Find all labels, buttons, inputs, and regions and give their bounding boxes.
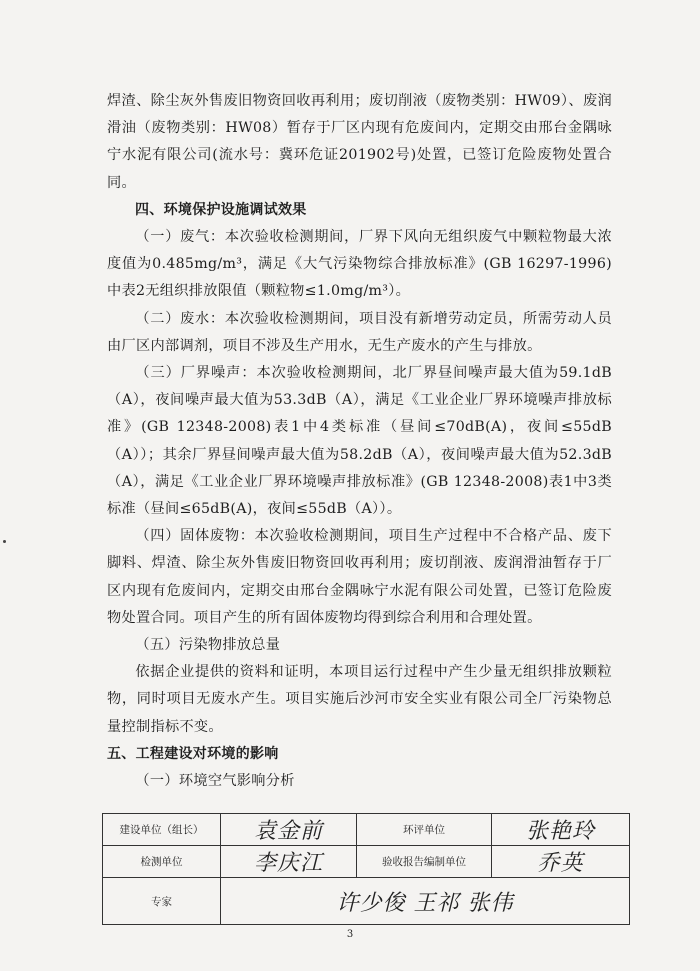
handwritten-signature: 袁金前 (253, 819, 323, 844)
paragraph-exhaust-gas: （一）废气：本次验收检测期间，厂界下风向无组织废气中颗粒物最大浓度值为0.485mg/m³，满足《大气污染物综合排放标准》(GB 16297-1996) 中表2无组织排放限值（颗粒物≤1.0mg/m³）。 (107, 229, 612, 300)
body-text (107, 88, 612, 795)
subheading-emission-total: （五）污染物排放总量 (135, 637, 281, 654)
handwritten-signature: 许少俊 王祁 张伟 (336, 890, 514, 916)
testing-unit-label: 检测单位 (103, 846, 221, 878)
paragraph-solid-waste: （四）固体废物：本次验收检测期间，项目生产过程中不合格产品、废下脚料、焊渣、除尘灰外售废旧物资回收再利用；废切削液、废润滑油暂存于厂区内现有危废间内，定期交由邢台金隅咏宁水泥有限公司处置，已签订危险废物处置合同。项目产生的所有固体废物均得到综合利用和合理处置。 (107, 528, 612, 626)
page-number: 3 (346, 929, 354, 940)
paragraph-noise: （三）厂界噪声：本次验收检测期间，北厂界昼间噪声最大值为59.1dB（A），夜间噪声最大值为53.3dB（A），满足《工业企业厂界环境噪声排放标准》(GB 12348-2008)表1中4类标准（昼间≤70dB(A)，夜间≤55dB（A））；其余厂界昼间噪声最大值为58.2dB（A），夜间噪声最大值为52.3dB（A），满足《工业企业厂界环境噪声排放标准》(GB 12348-2008)表1中3类标准（昼间≤65dB(A)，夜间≤55dB（A））。 (107, 365, 612, 518)
testing-unit-signature (221, 846, 357, 878)
signature-row-1 (103, 814, 630, 846)
handwritten-signature: 张艳玲 (525, 819, 595, 844)
signature-row-3 (103, 878, 630, 925)
report-unit-label: 验收报告编制单位 (357, 846, 492, 878)
construction-unit-label: 建设单位（组长） (103, 814, 221, 846)
section-heading-5: 五、工程建设对环境的影响 (107, 745, 279, 762)
paragraph-solid-waste-continued: 焊渣、除尘灰外售废旧物资回收再利用；废切削液（废物类别：HW09）、废润滑油（废物类别：HW08）暂存于厂区内现有危废间内，定期交由邢台金隅咏宁水泥有限公司(流水号：冀环危证201902号)处置，已签订危险废物处置合同。 (107, 93, 612, 191)
handwritten-signature: 乔英 (537, 851, 584, 876)
paragraph-emission-total: 依据企业提供的资料和证明，本项目运行过程中产生少量无组织排放颗粒物，同时项目无废水产生。项目实施后沙河市安全实业有限公司全厂污染物总量控制指标不变。 (107, 664, 612, 735)
handwritten-signature: 李庆江 (253, 851, 323, 876)
signature-table (102, 813, 630, 925)
eia-unit-label: 环评单位 (357, 814, 492, 846)
signature-row-2 (103, 846, 630, 878)
experts-signatures (221, 878, 630, 925)
report-unit-signature (492, 846, 630, 878)
eia-unit-signature (492, 814, 630, 846)
construction-unit-signature (221, 814, 357, 846)
paragraph-wastewater: （二）废水：本次验收检测期间，项目没有新增劳动定员，所需劳动人员由厂区内部调剂，项目不涉及生产用水，无生产废水的产生与排放。 (107, 310, 612, 354)
subheading-air-impact: （一）环境空气影响分析 (135, 773, 295, 790)
scan-edge-mark (3, 540, 6, 543)
section-heading-4: 四、环境保护设施调试效果 (135, 201, 307, 218)
experts-label: 专家 (103, 878, 221, 925)
